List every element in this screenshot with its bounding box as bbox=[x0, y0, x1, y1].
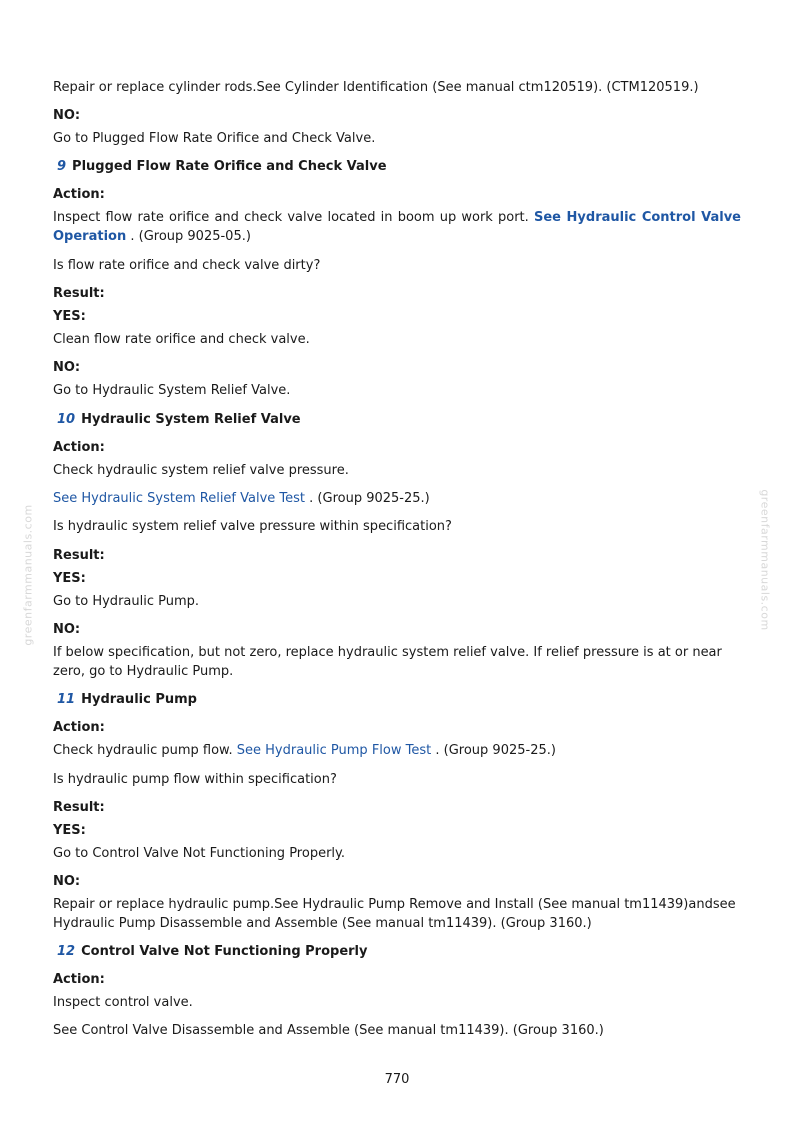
step-9-no-label: NO: bbox=[53, 360, 81, 375]
step-9-action: Inspect flow rate orifice and check valve located in boom up work port. bbox=[53, 210, 529, 225]
step-11-result-label: Result: bbox=[53, 800, 105, 815]
step-11-yes-label: YES: bbox=[53, 823, 86, 838]
step-10-heading bbox=[53, 410, 741, 429]
step-12-title: Control Valve Not Functioning Properly bbox=[81, 944, 368, 959]
step-11-action-label: Action: bbox=[53, 720, 105, 735]
step-12-action-label: Action: bbox=[53, 972, 105, 987]
step-11-title: Hydraulic Pump bbox=[81, 692, 197, 707]
step-9-question: Is flow rate orifice and check valve dirty? bbox=[53, 258, 321, 273]
step-10-action-label: Action: bbox=[53, 440, 105, 455]
step-12-ref-text: See Control Valve Disassemble and Assemble (See manual tm11439). (Group 3160.) bbox=[53, 1023, 604, 1038]
step-9-title: Plugged Flow Rate Orifice and Check Valve bbox=[72, 159, 387, 174]
step-9-action-label: Action: bbox=[53, 187, 105, 202]
step-11-group: . (Group 9025-25.) bbox=[435, 743, 556, 758]
step-9-result-label: Result: bbox=[53, 286, 105, 301]
step-10-result-label: Result: bbox=[53, 548, 105, 563]
intro-no-label: NO: bbox=[53, 108, 81, 123]
step-11-link[interactable]: See Hydraulic Pump Flow Test bbox=[236, 743, 432, 758]
step-11-heading bbox=[53, 690, 741, 709]
step-10-yes-text: Go to Hydraulic Pump. bbox=[53, 594, 200, 609]
step-9-yes-text: Clean flow rate orifice and check valve. bbox=[53, 332, 310, 347]
step-10-question: Is hydraulic system relief valve pressure within specification? bbox=[53, 519, 452, 534]
step-9-yes-label: YES: bbox=[53, 309, 86, 324]
step-10-link[interactable]: See Hydraulic System Relief Valve Test bbox=[53, 491, 306, 506]
step-9-action-text bbox=[53, 208, 741, 246]
step-10-no-label: NO: bbox=[53, 622, 81, 637]
step-11-number: 11 bbox=[57, 692, 76, 707]
step-12-heading bbox=[53, 942, 741, 961]
step-10-group: . (Group 9025-25.) bbox=[309, 491, 430, 506]
intro-text: Repair or replace cylinder rods.See Cylinder Identification (See manual ctm120519). (CTM120519.) bbox=[53, 80, 699, 95]
intro-no-text: Go to Plugged Flow Rate Orifice and Check Valve. bbox=[53, 131, 376, 146]
watermark-right: greenfarmmanuals.com bbox=[758, 489, 772, 631]
step-10-action-text: Check hydraulic system relief valve pressure. bbox=[53, 463, 349, 478]
step-10-no-text: If below specification, but not zero, replace hydraulic system relief valve. If relief pressure is at or near zero, go to Hydraulic Pump. bbox=[53, 645, 722, 679]
step-11-no-label: NO: bbox=[53, 874, 81, 889]
step-11-action: Check hydraulic pump flow. bbox=[53, 743, 233, 758]
step-9-number: 9 bbox=[57, 159, 67, 174]
step-10-yes-label: YES: bbox=[53, 571, 86, 586]
step-9-link[interactable]: See Hydraulic Control Valve Operation bbox=[53, 210, 741, 244]
watermark-left: greenfarmmanuals.com bbox=[21, 504, 35, 646]
step-12-action-text: Inspect control valve. bbox=[53, 995, 193, 1010]
step-9-group: . (Group 9025-05.) bbox=[130, 229, 251, 244]
step-9-heading bbox=[53, 157, 741, 176]
step-9-no-text: Go to Hydraulic System Relief Valve. bbox=[53, 383, 291, 398]
step-11-yes-text: Go to Control Valve Not Functioning Properly. bbox=[53, 846, 345, 861]
step-11-question: Is hydraulic pump flow within specification? bbox=[53, 772, 337, 787]
step-10-title: Hydraulic System Relief Valve bbox=[81, 412, 301, 427]
step-11-no-text: Repair or replace hydraulic pump.See Hydraulic Pump Remove and Install (See manual tm11439)andsee Hydraulic Pump Disassemble and Assemble (See manual tm11439). (Group 3160.) bbox=[53, 897, 736, 931]
step-11-action-text bbox=[53, 741, 741, 760]
step-10-number: 10 bbox=[57, 412, 76, 427]
page-number: 770 bbox=[384, 1072, 410, 1087]
step-10-link-line bbox=[53, 489, 741, 508]
step-12-number: 12 bbox=[57, 944, 76, 959]
